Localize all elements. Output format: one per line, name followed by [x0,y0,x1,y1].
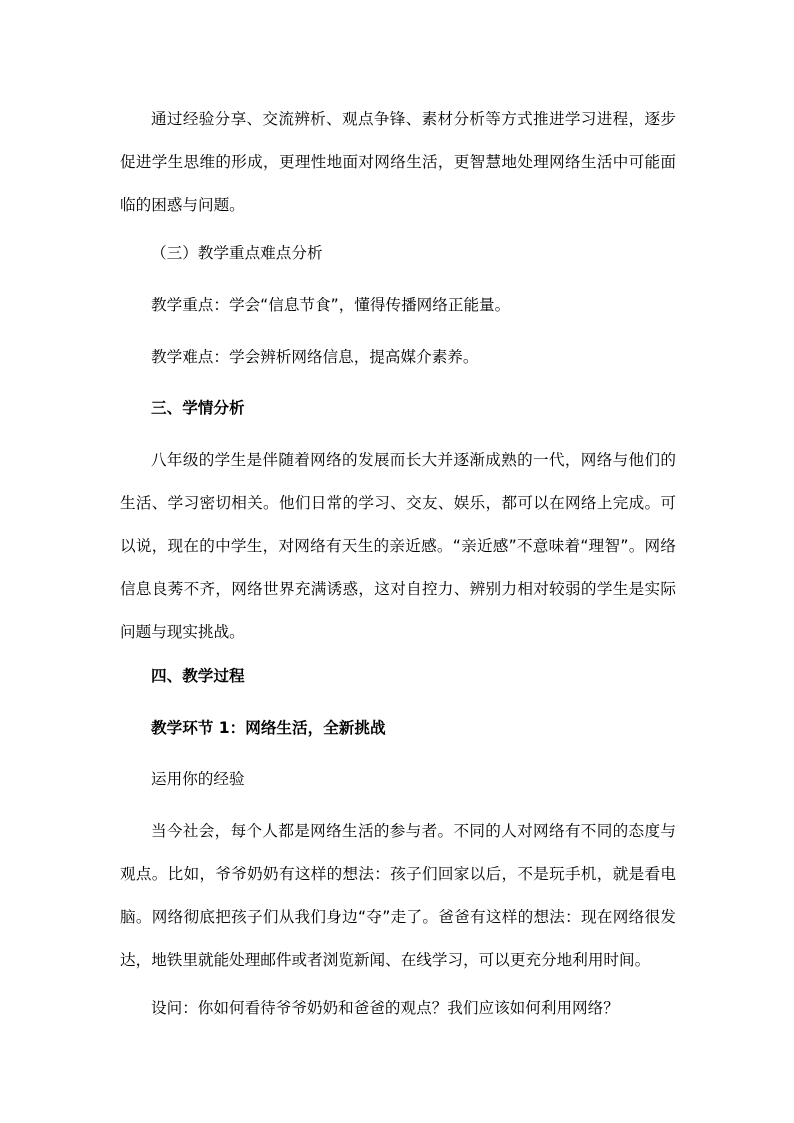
difficult-point-text: 教学难点：学会辨析网络信息，提高媒介素养。 [151,348,479,366]
paragraph-society-views: 当今社会，每个人都是网络生活的参与者。不同的人对网络有不同的态度与观点。比如，爷爷奶奶有这样的想法：孩子们回家以后，不是玩手机，就是看电脑。网络彻底把孩子们从我们身边“夺”走了。爸爸有这样的想法：现在网络很发达，地铁里就能处理邮件或者浏览新闻、在线学习，可以更充分地利用时间。 [120,822,676,969]
section-heading-student-analysis: 三、学情分析 [151,399,245,417]
teaching-link-1-heading: 教学环节 1：网络生活，全新挑战 [151,719,386,737]
section-heading-teaching-process: 四、教学过程 [151,667,245,685]
subheading-key-difficult-points: （三）教学重点难点分析 [151,244,323,262]
paragraph-student-analysis: 八年级的学生是伴随着网络的发展而长大并逐渐成熟的一代，网络与他们的生活、学习密切相关。他们日常的学习、交友、娱乐，都可以在网络上完成。可以说，现在的中学生，对网络有天生的亲近感。“亲近感”不意味着“理智”。网络信息良莠不齐，网络世界充满诱惑，这对自控力、辨别力相对较弱的学生是实际问题与现实挑战。 [120,451,676,641]
question-text: 设问：你如何看待爷爷奶奶和爸爸的观点？我们应该如何利用网络？ [151,999,619,1017]
use-your-experience-label: 运用你的经验 [151,770,245,788]
key-point-text: 教学重点：学会“信息节食”，懂得传播网络正能量。 [151,296,511,314]
paragraph-learning-process: 通过经验分享、交流辨析、观点争锋、素材分析等方式推进学习进程，逐步促进学生思维的形成，更理性地面对网络生活，更智慧地处理网络生活中可能面临的困惑与问题。 [120,110,676,214]
